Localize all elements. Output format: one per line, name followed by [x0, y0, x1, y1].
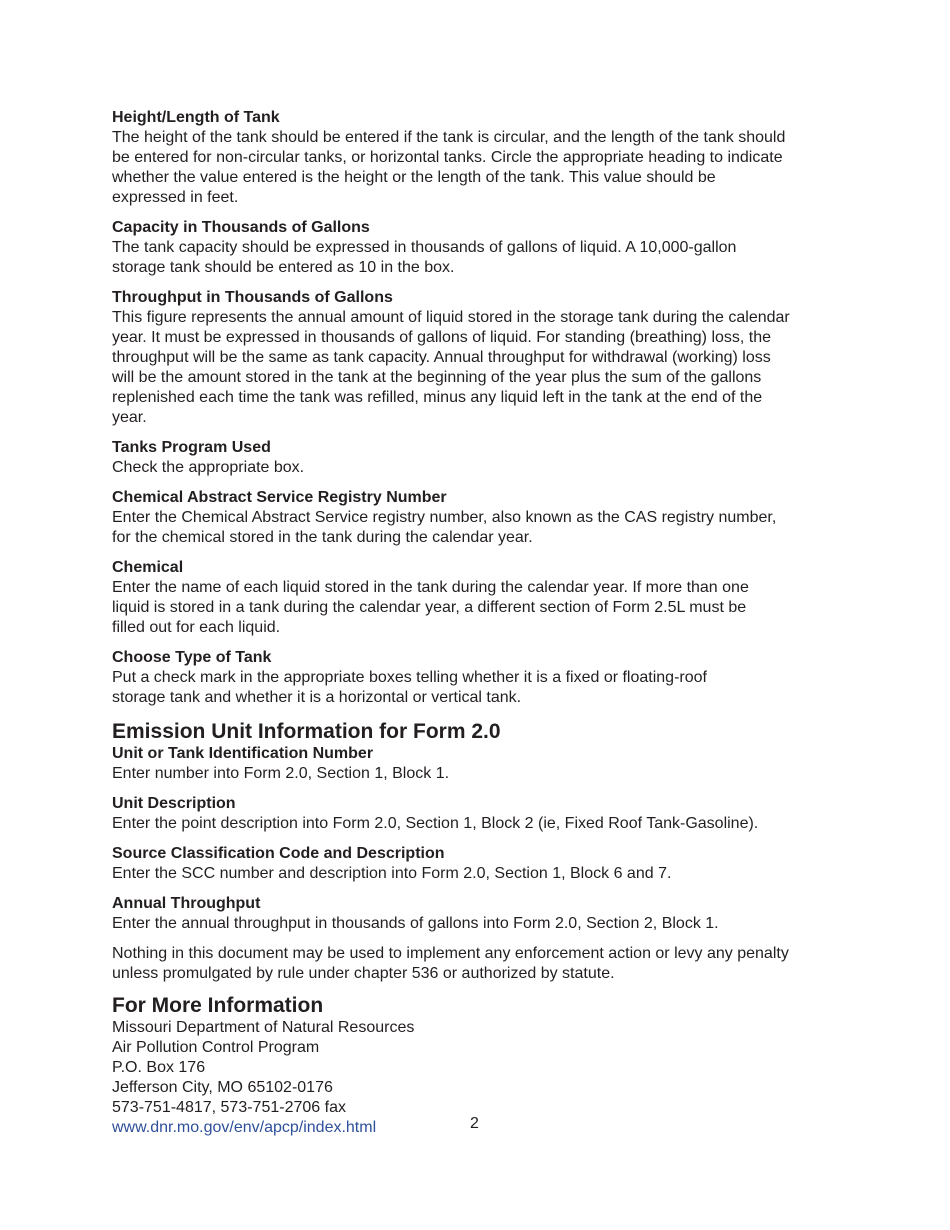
section-text: [112, 308, 852, 428]
text-line: The tank capacity should be expressed in thousands of gallons of liquid. A 10,000-gallon: [112, 239, 737, 256]
section-heading: Height/Length of Tank: [112, 109, 280, 126]
text-line: filled out for each liquid.: [112, 619, 281, 636]
text-line: storage tank and whether it is a horizontal or vertical tank.: [112, 689, 522, 706]
section-text: [112, 238, 852, 278]
text-line: unless promulgated by rule under chapter 536 or authorized by statute.: [112, 965, 615, 982]
text-line: liquid is stored in a tank during the calendar year, a different section of Form 2.5L must be: [112, 599, 747, 616]
text-line: Nothing in this document may be used to implement any enforcement action or levy any penalty: [112, 945, 789, 962]
section-height-length-of-tank: [112, 108, 852, 208]
text-line: year. It must be expressed in thousands of gallons of liquid. For standing (breathing) loss, the: [112, 329, 772, 346]
disclaimer-text: [112, 944, 852, 984]
section-heading: Capacity in Thousands of Gallons: [112, 219, 370, 236]
section-scc: [112, 844, 852, 884]
text-line: year.: [112, 409, 147, 426]
more-info-title: For More Information: [112, 994, 324, 1017]
text-line: replenished each time the tank was refilled, minus any liquid left in the tank at the end of the: [112, 389, 763, 406]
section-text: [112, 578, 852, 638]
text-line: Enter the SCC number and description into Form 2.0, Section 1, Block 6 and 7.: [112, 865, 672, 882]
text-line: expressed in feet.: [112, 189, 239, 206]
text-line: Enter number into Form 2.0, Section 1, Block 1.: [112, 765, 450, 782]
section-text: [112, 764, 852, 784]
contact-organization: Missouri Department of Natural Resources: [112, 1019, 415, 1036]
emission-unit-title: Emission Unit Information for Form 2.0: [112, 720, 501, 743]
section-unit-identification: [112, 744, 852, 784]
text-line: Enter the name of each liquid stored in the tank during the calendar year. If more than one: [112, 579, 749, 596]
text-line: whether the value entered is the height or the length of the tank. This value should be: [112, 169, 716, 186]
website-link[interactable]: www.dnr.mo.gov/env/apcp/index.html: [112, 1119, 377, 1136]
text-line: will be the amount stored in the tank at the beginning of the year plus the sum of the gallons: [112, 369, 762, 386]
section-heading: Unit Description: [112, 795, 236, 812]
section-text: [112, 914, 852, 934]
contact-phone: 573-751-4817, 573-751-2706 fax: [112, 1099, 346, 1116]
section-chemical: [112, 558, 852, 638]
text-line: storage tank should be entered as 10 in the box.: [112, 259, 455, 276]
contact-po-box: P.O. Box 176: [112, 1059, 206, 1076]
text-line: Check the appropriate box.: [112, 459, 305, 476]
section-text: [112, 128, 852, 208]
section-throughput: [112, 288, 852, 428]
text-line: throughput will be the same as tank capacity. Annual throughput for withdrawal (working) loss: [112, 349, 771, 366]
text-line: The height of the tank should be entered if the tank is circular, and the length of the tank should: [112, 129, 786, 146]
text-line: Enter the point description into Form 2.0, Section 1, Block 2 (ie, Fixed Roof Tank-Gasoline).: [112, 815, 759, 832]
section-text: [112, 814, 852, 834]
section-capacity: [112, 218, 852, 278]
contact-program: Air Pollution Control Program: [112, 1039, 320, 1056]
section-heading: Annual Throughput: [112, 895, 261, 912]
section-text: [112, 668, 852, 708]
section-text: [112, 864, 852, 884]
section-heading: Chemical Abstract Service Registry Number: [112, 489, 447, 506]
text-line: Enter the Chemical Abstract Service registry number, also known as the CAS registry number,: [112, 509, 777, 526]
section-heading: Tanks Program Used: [112, 439, 271, 456]
section-heading: Choose Type of Tank: [112, 649, 272, 666]
section-cas-registry-number: [112, 488, 852, 548]
text-line: This figure represents the annual amount of liquid stored in the storage tank during the calendar: [112, 309, 790, 326]
section-heading: Unit or Tank Identification Number: [112, 745, 374, 762]
contact-block: [112, 1018, 852, 1138]
text-line: Put a check mark in the appropriate boxes telling whether it is a fixed or floating-roof: [112, 669, 707, 686]
section-heading: Throughput in Thousands of Gallons: [112, 289, 393, 306]
page-number: 2: [470, 1115, 479, 1132]
text-line: Enter the annual throughput in thousands of gallons into Form 2.0, Section 2, Block 1.: [112, 915, 719, 932]
section-text: [112, 508, 852, 548]
section-unit-description: [112, 794, 852, 834]
section-annual-throughput: [112, 894, 852, 934]
text-line: for the chemical stored in the tank during the calendar year.: [112, 529, 533, 546]
section-tanks-program-used: [112, 438, 852, 478]
contact-city: Jefferson City, MO 65102-0176: [112, 1079, 333, 1096]
text-line: be entered for non-circular tanks, or horizontal tanks. Circle the appropriate heading to indicate: [112, 149, 783, 166]
document-content: [112, 108, 852, 1138]
section-heading: Chemical: [112, 559, 184, 576]
section-text: [112, 458, 852, 478]
section-heading: Source Classification Code and Description: [112, 845, 445, 862]
section-choose-type-of-tank: [112, 648, 852, 708]
